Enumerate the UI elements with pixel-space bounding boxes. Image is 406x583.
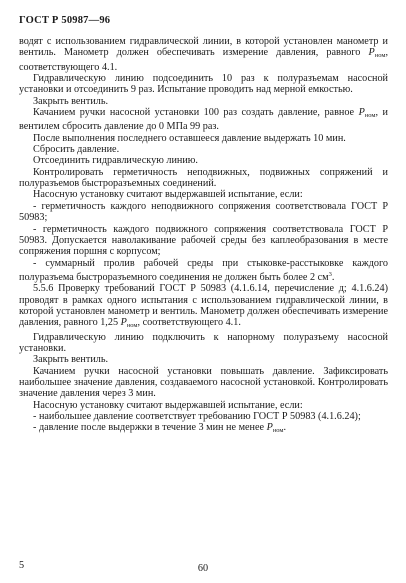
paragraph: водят с использованием гидравлической линии, в которой установлен манометр и вентиль. Манометр должен обеспечивать измерение давления, равного $P_{ном}$, соответствующего 4.1.	[19, 36, 388, 73]
page-number-center: 60	[197, 563, 209, 574]
paragraph: Контролировать герметичность неподвижных, подвижных сопряжений и полуразъемов быстроразъемных соединений.	[19, 166, 388, 190]
paragraph: Сбросить давление.	[33, 144, 120, 156]
page-body	[19, 36, 388, 437]
paragraph: После выполнения последнего оставшееся давление выдержать 10 мин.	[33, 132, 346, 144]
paragraph: Насосную установку считают выдержавшей испытание, если:	[33, 399, 303, 411]
paragraph: Качанием ручки насосной установки повышать давление. Зафиксировать наибольшее значение давления, создаваемого насосной установкой. Контролировать значение давления через 3 мин.	[19, 365, 388, 400]
paragraph: - герметичность каждого подвижного сопряжения соответствовала ГОСТ Р 50983. Допускается наволакивание рабочей среды без каплеобразования в месте сопряжения поршня с корпусом;	[19, 223, 388, 258]
paragraph: Отсоединить гидравлическую линию.	[33, 155, 198, 167]
paragraph: - давление после выдержки в течение 3 мин не менее $P_{ном}$.	[33, 422, 287, 435]
paragraph: Закрыть вентиль.	[33, 95, 109, 107]
page-number-left: 5	[19, 560, 25, 571]
paragraph: Гидравлическую линию подсоединить 10 раз к полуразъемам насосной установки и отсоединить 9 раз. Испытание проводить над мерной емкостью.	[19, 73, 388, 96]
paragraph: Качанием ручки насосной установки 100 раз создать давление, равное $P_{ном}$, и вентилем сбросить давление до 0 МПа 99 раз.	[19, 107, 388, 133]
paragraph: - герметичность каждого неподвижного сопряжения соответствовала ГОСТ Р 50983;	[19, 200, 388, 224]
paragraph: - наибольшее давление соответствует требованию ГОСТ Р 50983 (4.1.6.24);	[33, 411, 361, 422]
paragraph: 5.5.6 Проверку требований ГОСТ Р 50983 (4.1.6.14, перечисление д; 4.1.6.24) проводят в рамках одного испытания с использованием гидравлической линии, в которой установлен манометр и вентиль. Манометр должен обеспечивать измерение давления, равного 1,25 $P_{ном}$, соответствующего 4.1.	[19, 283, 388, 330]
document-header: ГОСТ Р 50987—96	[19, 15, 111, 26]
paragraph: - суммарный пролив рабочей среды при стыковке-расстыковке каждого полуразъема быстроразъемного соединения не должен быть более 2 $см^3$.	[19, 257, 388, 283]
paragraph: Гидравлическую линию подключить к напорному полуразъему насосной установки.	[19, 331, 388, 354]
paragraph: Закрыть вентиль.	[33, 354, 109, 366]
paragraph: Насосную установку считают выдержавшей испытание, если:	[33, 189, 303, 201]
